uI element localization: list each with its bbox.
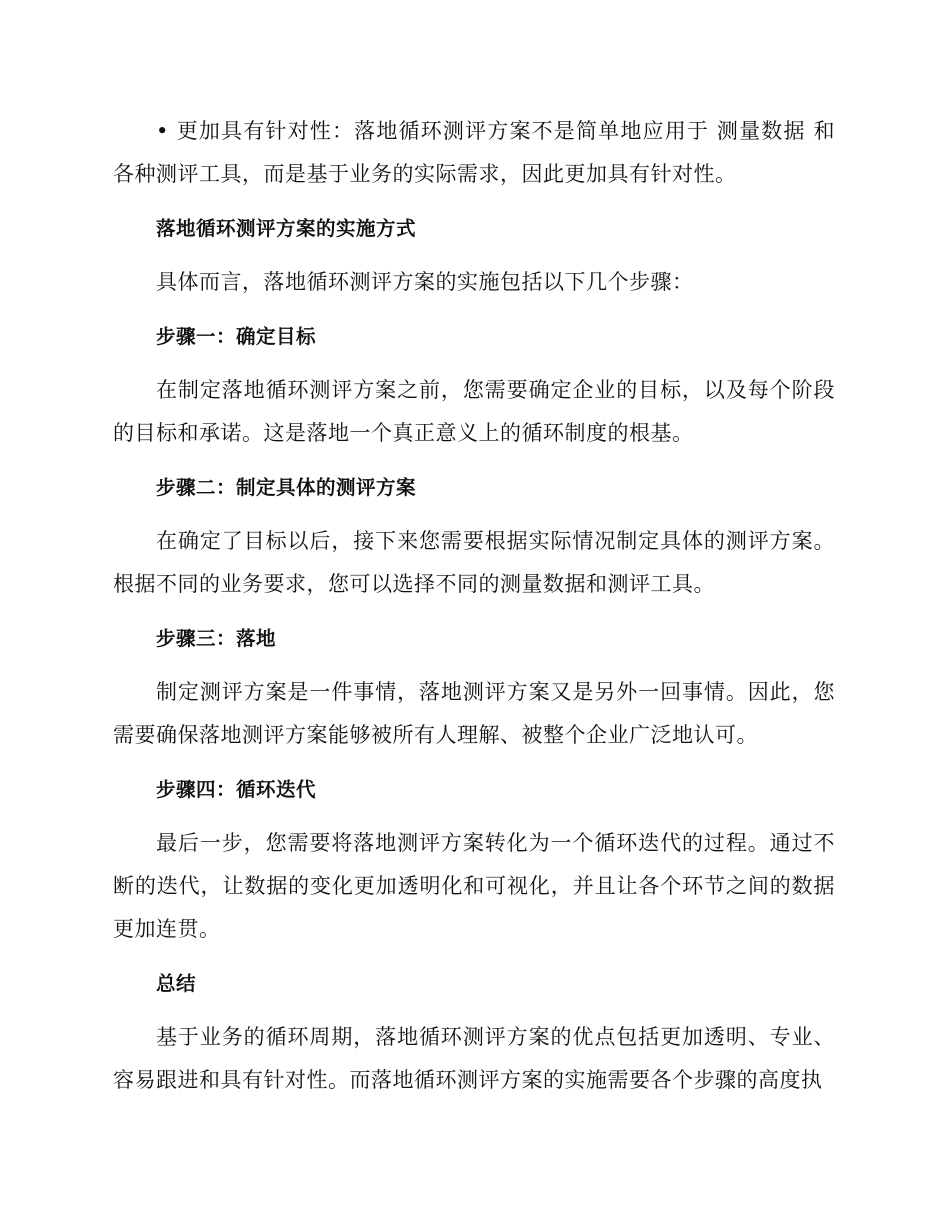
heading-step-2: 步骤二：制定具体的测评方案 [156, 476, 417, 499]
heading-implementation: 落地循环测评方案的实施方式 [156, 217, 417, 240]
paragraph-step-3: 制定测评方案是一件事情，落地测评方案又是另外一回事情。因此，您需要确保落地测评方案能够被所有人理解、被整个企业广泛地认可。 [113, 680, 835, 747]
document-body [113, 110, 835, 1102]
paragraph-step-2: 在确定了目标以后，接下来您需要根据实际情况制定具体的测评方案。根据不同的业务要求，您可以选择不同的测量数据和测评工具。 [113, 529, 835, 596]
paragraph-step-1: 在制定落地循环测评方案之前，您需要确定企业的目标，以及每个阶段的目标和承诺。这是落地一个真正意义上的循环制度的根基。 [113, 378, 835, 445]
heading-summary: 总结 [156, 972, 197, 995]
paragraph-step-4: 最后一步，您需要将落地测评方案转化为一个循环迭代的过程。通过不断的迭代，让数据的变化更加透明化和可视化，并且让各个环节之间的数据更加连贯。 [113, 831, 835, 941]
heading-step-3: 步骤三：落地 [156, 627, 277, 650]
heading-step-1: 步骤一：确定目标 [156, 325, 317, 348]
heading-step-4: 步骤四：循环迭代 [156, 778, 317, 801]
paragraph-targeted: • 更加具有针对性：落地循环测评方案不是简单地应用于 测量数据 和各种测评工具，而是基于业务的实际需求，因此更加具有针对性。 [113, 119, 835, 186]
paragraph-implementation: 具体而言，落地循环测评方案的实施包括以下几个步骤： [156, 270, 694, 294]
paragraph-summary: 基于业务的循环周期，落地循环测评方案的优点包括更加透明、专业、容易跟进和具有针对性。而落地循环测评方案的实施需要各个步骤的高度执 [113, 1025, 835, 1092]
